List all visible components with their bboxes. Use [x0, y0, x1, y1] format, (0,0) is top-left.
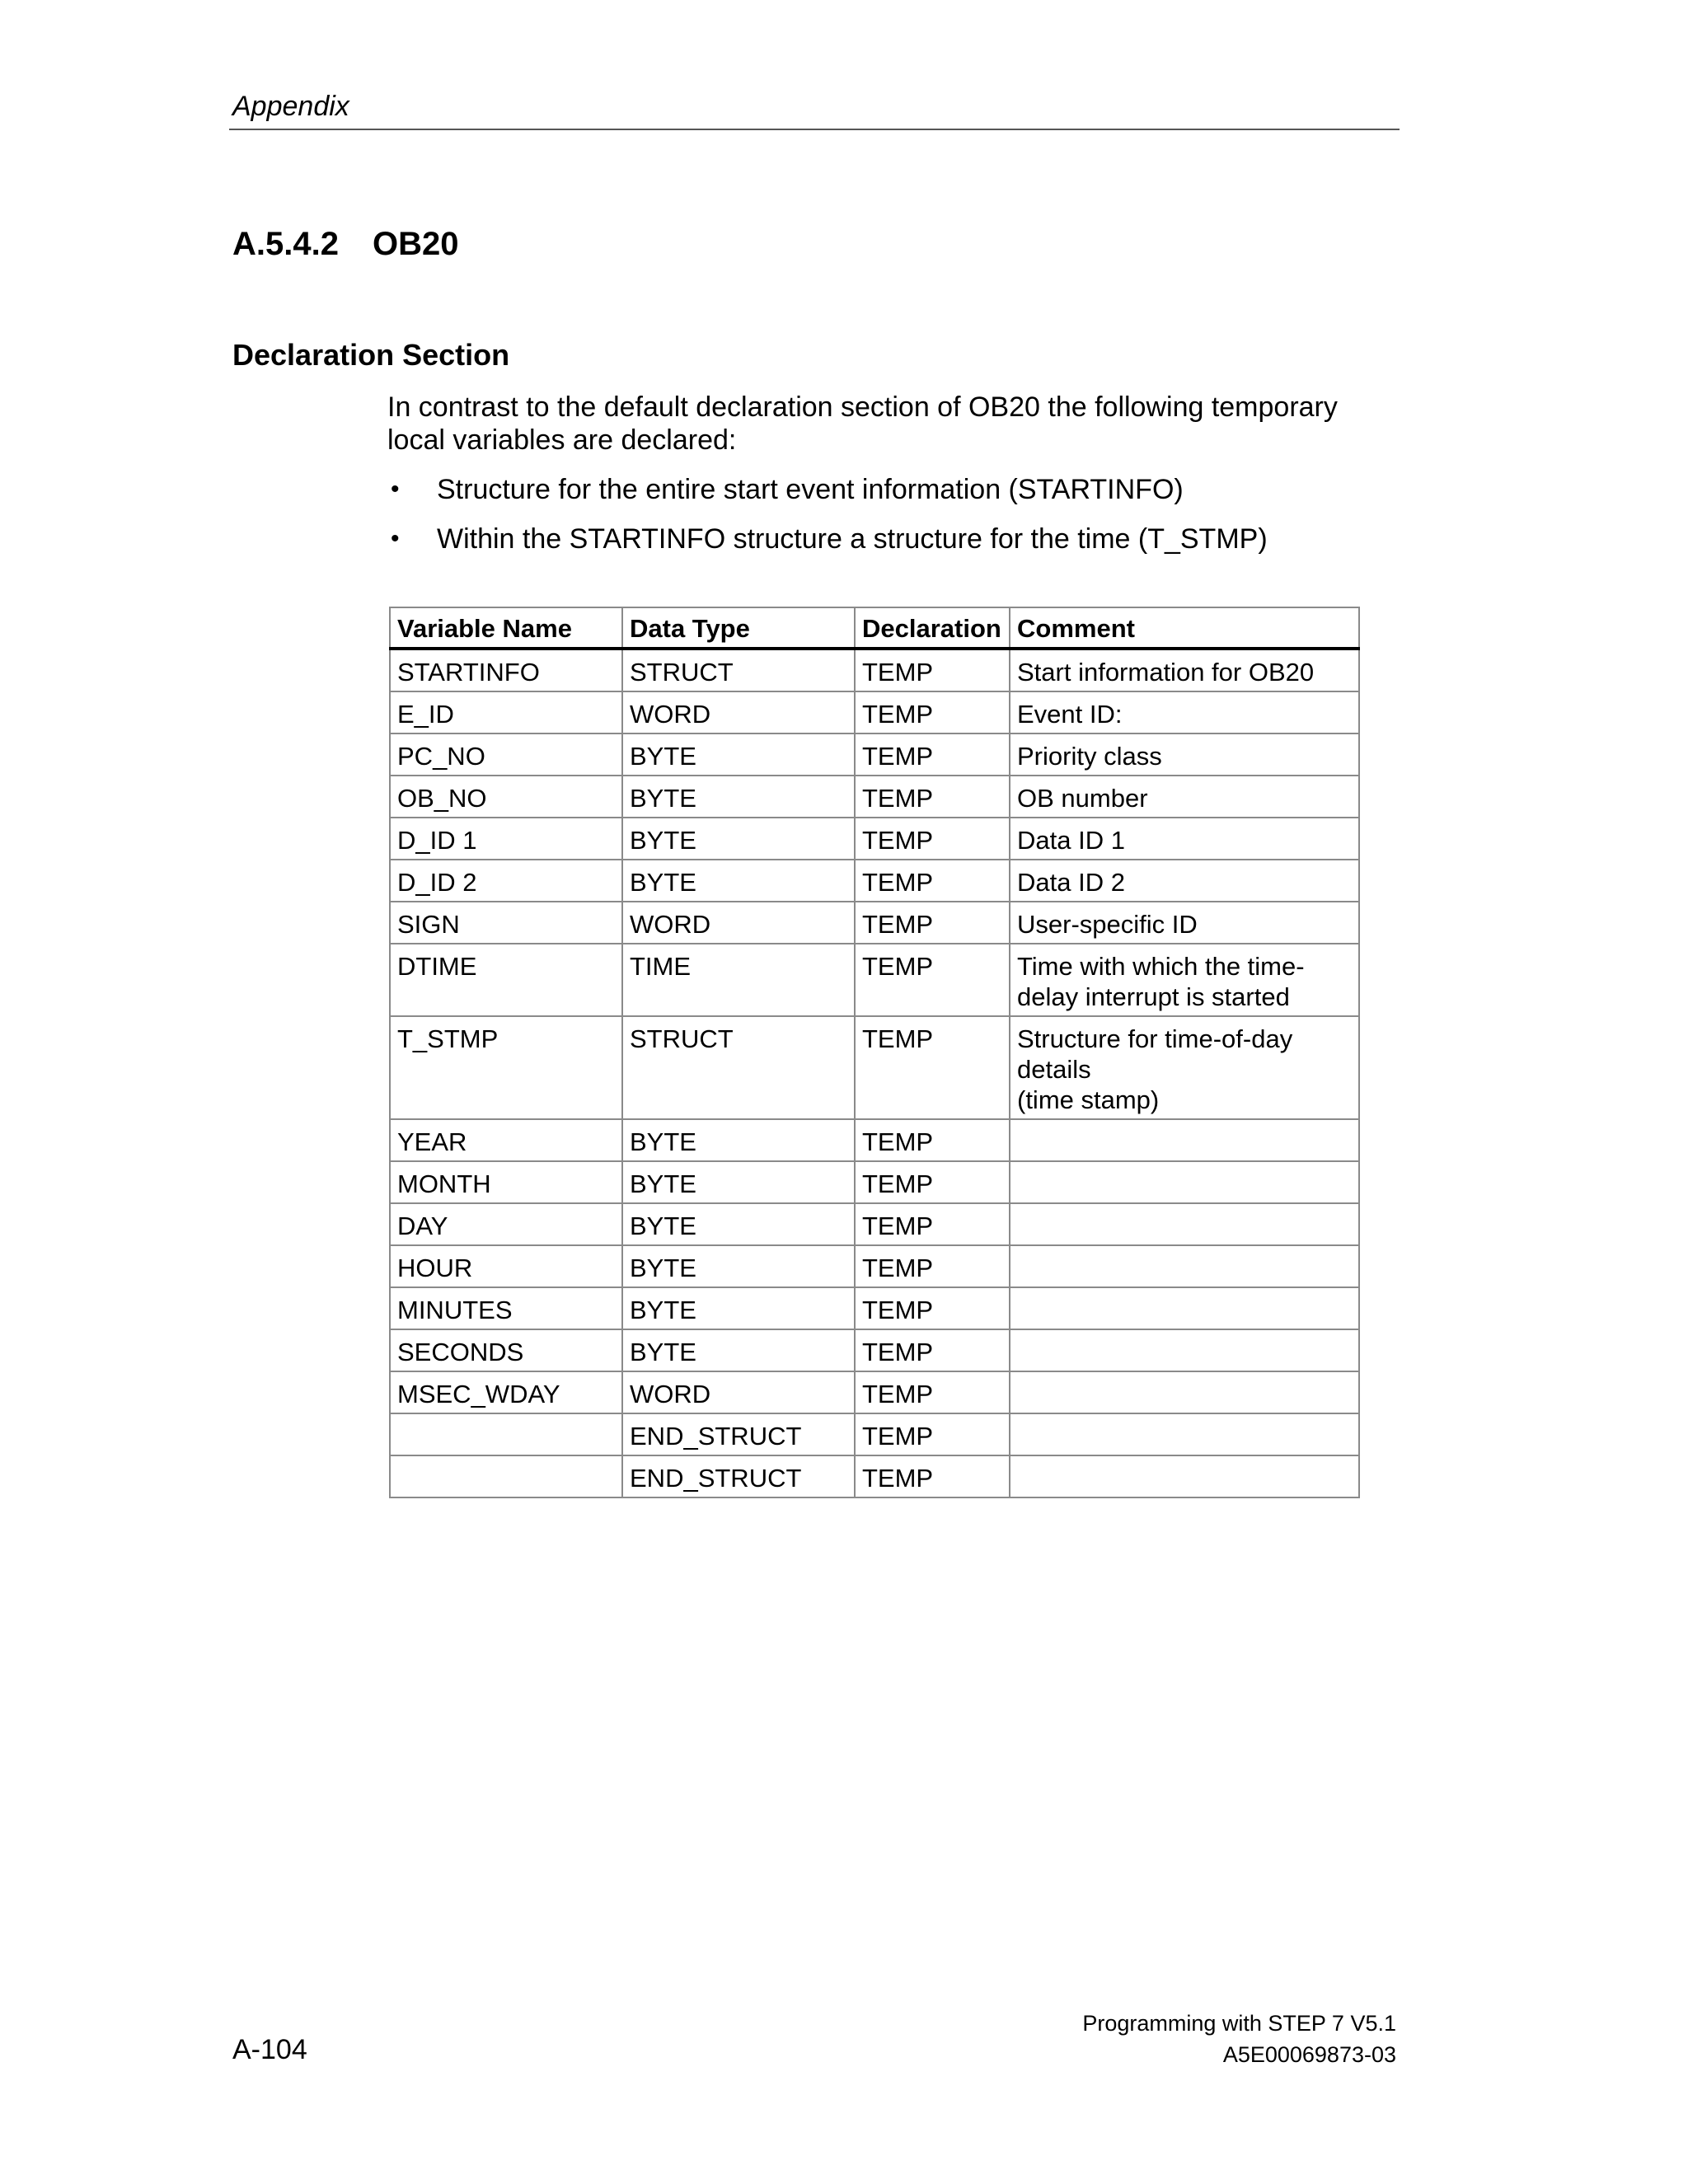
cell-comment: [1010, 1371, 1359, 1413]
declaration-table: [389, 607, 1360, 1498]
cell-declaration: TEMP: [855, 1371, 1010, 1413]
cell-declaration: TEMP: [855, 691, 1010, 733]
cell-data-type: WORD: [622, 902, 855, 944]
table-row: [390, 902, 1359, 944]
cell-variable-name: DTIME: [390, 944, 622, 1016]
table-row: [390, 1119, 1359, 1161]
cell-declaration: TEMP: [855, 944, 1010, 1016]
cell-data-type: END_STRUCT: [622, 1455, 855, 1497]
table-row: [390, 818, 1359, 860]
column-header-comment: Comment: [1010, 607, 1359, 649]
cell-variable-name: MSEC_WDAY: [390, 1371, 622, 1413]
subsection-heading: Declaration Section: [232, 338, 510, 372]
cell-data-type: BYTE: [622, 1329, 855, 1371]
table-row: [390, 860, 1359, 902]
cell-comment: [1010, 1161, 1359, 1203]
cell-declaration: TEMP: [855, 776, 1010, 818]
cell-comment: Start information for OB20: [1010, 649, 1359, 691]
table-row: [390, 649, 1359, 691]
bullet-list: [387, 473, 1401, 572]
cell-data-type: BYTE: [622, 818, 855, 860]
cell-data-type: WORD: [622, 1371, 855, 1413]
footer-page-number: A-104: [232, 2034, 307, 2065]
header-rule: [229, 129, 1400, 130]
cell-variable-name: DAY: [390, 1203, 622, 1245]
cell-data-type: STRUCT: [622, 649, 855, 691]
cell-variable-name: STARTINFO: [390, 649, 622, 691]
column-header-data-type: Data Type: [622, 607, 855, 649]
table-row: [390, 1203, 1359, 1245]
cell-comment: OB number: [1010, 776, 1359, 818]
cell-variable-name: [390, 1413, 622, 1455]
cell-comment: [1010, 1203, 1359, 1245]
cell-comment: User-specific ID: [1010, 902, 1359, 944]
bullet-item: [387, 473, 1401, 506]
cell-data-type: STRUCT: [622, 1016, 855, 1119]
table-row: [390, 1245, 1359, 1287]
cell-data-type: BYTE: [622, 733, 855, 776]
cell-declaration: TEMP: [855, 1245, 1010, 1287]
cell-comment: Data ID 2: [1010, 860, 1359, 902]
cell-variable-name: E_ID: [390, 691, 622, 733]
table-row: [390, 1413, 1359, 1455]
cell-data-type: BYTE: [622, 1161, 855, 1203]
bullet-icon: •: [391, 525, 400, 552]
cell-variable-name: PC_NO: [390, 733, 622, 776]
bullet-item: [387, 523, 1401, 555]
cell-comment: Structure for time-of-day details (time stamp): [1010, 1016, 1359, 1119]
table-row: [390, 691, 1359, 733]
cell-variable-name: D_ID 1: [390, 818, 622, 860]
cell-variable-name: MINUTES: [390, 1287, 622, 1329]
cell-variable-name: OB_NO: [390, 776, 622, 818]
cell-declaration: TEMP: [855, 1329, 1010, 1371]
cell-data-type: BYTE: [622, 1287, 855, 1329]
footer-document-title: Programming with STEP 7 V5.1: [1082, 2011, 1396, 2036]
table-row: [390, 1016, 1359, 1119]
cell-declaration: TEMP: [855, 733, 1010, 776]
cell-comment: Data ID 1: [1010, 818, 1359, 860]
table-row: [390, 1287, 1359, 1329]
cell-comment: [1010, 1245, 1359, 1287]
cell-declaration: TEMP: [855, 902, 1010, 944]
table-row: [390, 1371, 1359, 1413]
cell-comment: [1010, 1287, 1359, 1329]
table-row: [390, 1329, 1359, 1371]
cell-comment: [1010, 1119, 1359, 1161]
cell-declaration: TEMP: [855, 1287, 1010, 1329]
column-header-declaration: Declaration: [855, 607, 1010, 649]
cell-data-type: BYTE: [622, 1119, 855, 1161]
table-row: [390, 1161, 1359, 1203]
table-row: [390, 1455, 1359, 1497]
cell-data-type: END_STRUCT: [622, 1413, 855, 1455]
cell-comment: Time with which the time-delay interrupt is started: [1010, 944, 1359, 1016]
cell-data-type: BYTE: [622, 1245, 855, 1287]
cell-variable-name: YEAR: [390, 1119, 622, 1161]
section-heading: [232, 226, 459, 263]
bullet-icon: •: [391, 476, 400, 503]
cell-comment: [1010, 1329, 1359, 1371]
bullet-text: Structure for the entire start event information (STARTINFO): [437, 474, 1184, 505]
cell-data-type: BYTE: [622, 776, 855, 818]
table-row: [390, 944, 1359, 1016]
table-row: [390, 776, 1359, 818]
running-header: Appendix: [232, 91, 349, 122]
cell-variable-name: T_STMP: [390, 1016, 622, 1119]
column-header-variable-name: Variable Name: [390, 607, 622, 649]
table-row: [390, 733, 1359, 776]
cell-declaration: TEMP: [855, 860, 1010, 902]
section-number: A.5.4.2: [232, 226, 339, 262]
cell-data-type: BYTE: [622, 1203, 855, 1245]
cell-declaration: TEMP: [855, 1413, 1010, 1455]
cell-declaration: TEMP: [855, 1203, 1010, 1245]
cell-data-type: WORD: [622, 691, 855, 733]
intro-paragraph: In contrast to the default declaration section of OB20 the following temporary local variables are declared:: [387, 391, 1338, 456]
cell-variable-name: [390, 1455, 622, 1497]
cell-declaration: TEMP: [855, 818, 1010, 860]
cell-variable-name: HOUR: [390, 1245, 622, 1287]
cell-declaration: TEMP: [855, 649, 1010, 691]
footer-document-info: [1082, 2008, 1396, 2070]
cell-comment: Priority class: [1010, 733, 1359, 776]
table-body: [390, 649, 1359, 1497]
cell-variable-name: SECONDS: [390, 1329, 622, 1371]
cell-data-type: BYTE: [622, 860, 855, 902]
cell-data-type: TIME: [622, 944, 855, 1016]
cell-declaration: TEMP: [855, 1119, 1010, 1161]
cell-declaration: TEMP: [855, 1455, 1010, 1497]
section-title: OB20: [373, 226, 459, 262]
cell-comment: [1010, 1455, 1359, 1497]
cell-declaration: TEMP: [855, 1016, 1010, 1119]
cell-variable-name: SIGN: [390, 902, 622, 944]
cell-variable-name: MONTH: [390, 1161, 622, 1203]
cell-comment: Event ID:: [1010, 691, 1359, 733]
footer-document-id: A5E00069873-03: [1222, 2042, 1396, 2067]
cell-comment: [1010, 1413, 1359, 1455]
bullet-text: Within the STARTINFO structure a structure for the time (T_STMP): [437, 523, 1268, 555]
cell-variable-name: D_ID 2: [390, 860, 622, 902]
table-header-row: [390, 607, 1359, 649]
cell-declaration: TEMP: [855, 1161, 1010, 1203]
